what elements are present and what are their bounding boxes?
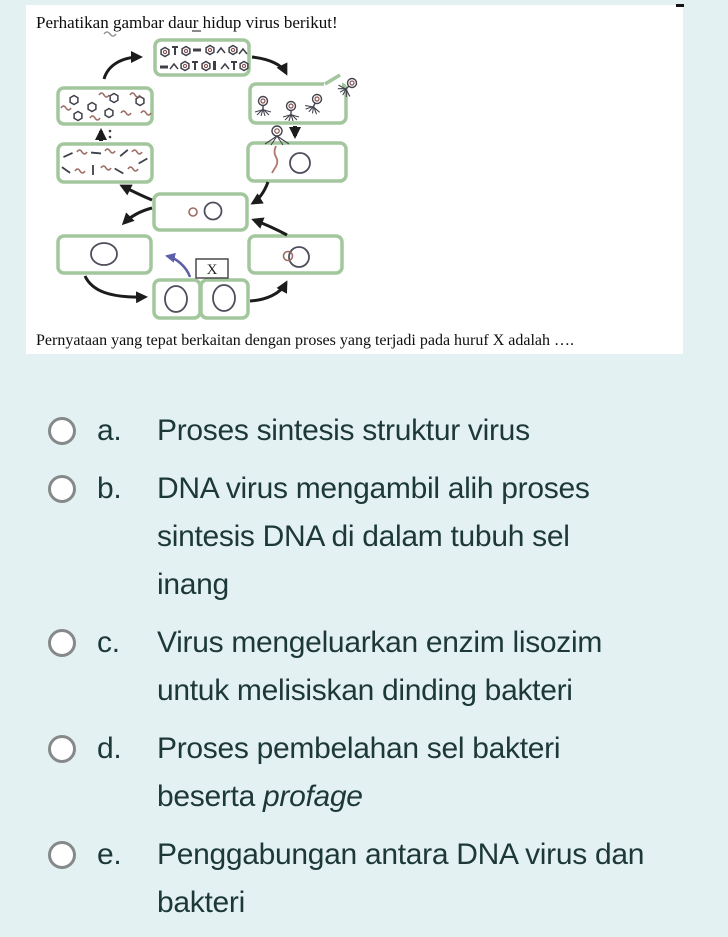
cell-division-box: [154, 280, 248, 318]
answer-option-d[interactable]: [0, 725, 728, 821]
virus-lifecycle-diagram: [0, 0, 728, 360]
question-card: [26, 5, 683, 354]
radio-button-b[interactable]: [48, 475, 76, 503]
option-text-c: Virus mengeluarkan enzim lisozim untuk melisiskan dinding bakteri: [157, 626, 603, 707]
answers-list: [0, 407, 728, 937]
radio-button-c[interactable]: [48, 629, 76, 657]
radio-button-e[interactable]: [48, 841, 76, 869]
host-cell-box: [58, 236, 151, 273]
stray-marks: [104, 31, 201, 36]
dna-pair-box: [154, 194, 247, 230]
option-letter-b: b.: [97, 472, 122, 505]
question-instruction-text: Perhatikan gambar daur hidup virus berikut!: [36, 13, 338, 32]
option-text-d: Proses pembelahan sel bakteri beserta profage: [157, 732, 561, 813]
option-text-e: Penggabungan antara DNA virus dan bakteri: [157, 838, 645, 919]
answer-option-b[interactable]: [0, 465, 728, 609]
answer-option-e[interactable]: [0, 831, 728, 927]
capsid-box: [58, 88, 152, 124]
x-label-box: [196, 259, 228, 278]
virus-parts-box: [155, 40, 249, 75]
x-process-arrow: [167, 256, 190, 277]
option-letter-e: e.: [97, 838, 122, 871]
radio-button-a[interactable]: [48, 417, 76, 445]
option-letter-c: c.: [97, 626, 120, 659]
option-text-b: DNA virus mengambil alih proses sintesis DNA di dalam tubuh sel inang: [157, 472, 590, 601]
italic-term: profage: [263, 780, 363, 813]
answer-option-c[interactable]: [0, 619, 728, 715]
x-label-text: X: [206, 262, 218, 278]
option-letter-d: d.: [97, 732, 122, 765]
option-text-a: Proses sintesis struktur virus: [157, 414, 530, 447]
lysis-box: [250, 74, 361, 123]
corner-mark: [676, 4, 684, 7]
radio-button-d[interactable]: [48, 735, 76, 763]
option-letter-a: a.: [97, 414, 122, 447]
integration-box: [249, 236, 342, 273]
answer-option-a[interactable]: [0, 407, 728, 455]
question-text: Pernyataan yang tepat berkaitan dengan proses yang terjadi pada huruf X adalah ….: [36, 332, 575, 349]
dna-fragments-box: [58, 144, 152, 182]
